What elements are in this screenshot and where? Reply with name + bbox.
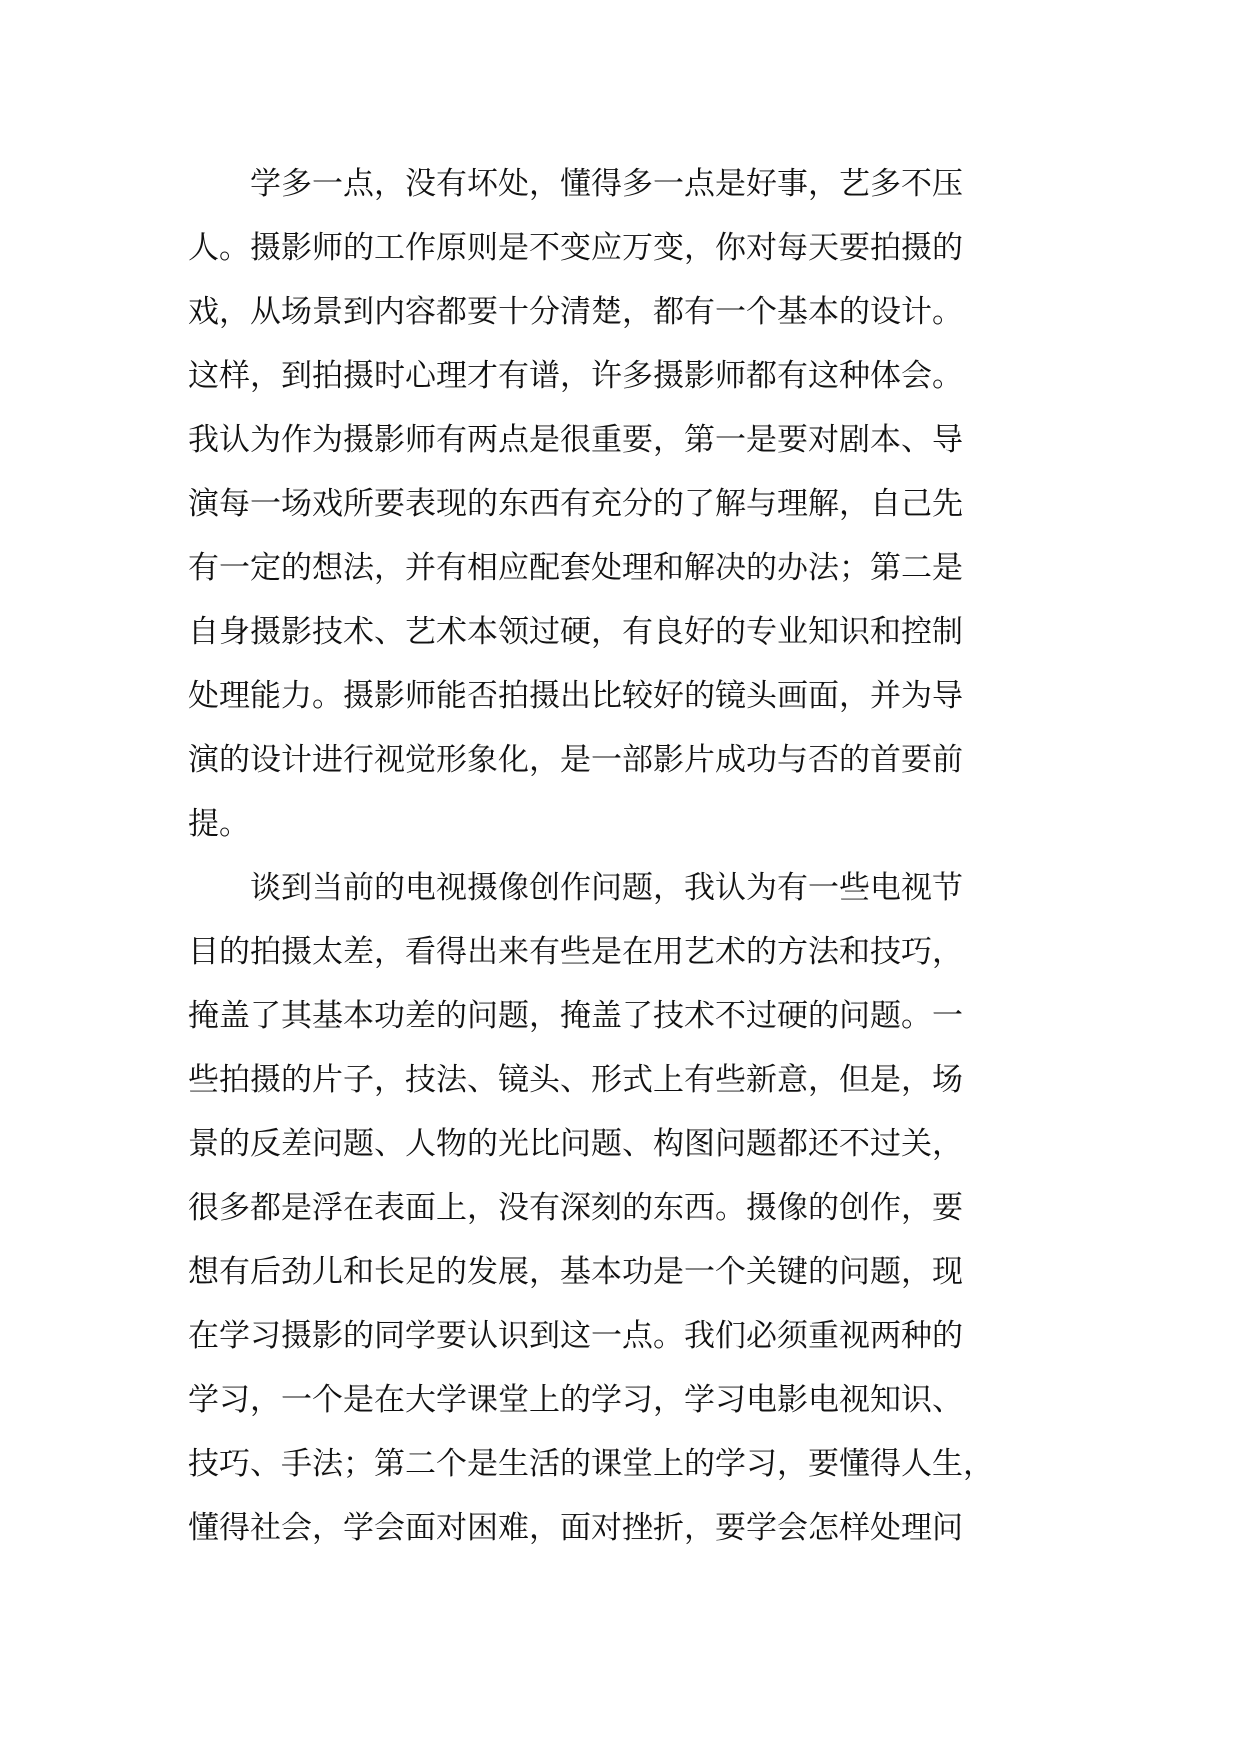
text-line: 技巧、手法；第二个是生活的课堂上的学习，要懂得人生，: [188, 1446, 994, 1482]
text-line: 自身摄影技术、艺术本领过硬，有良好的专业知识和控制: [188, 614, 963, 650]
text-line: 提。: [188, 806, 250, 842]
text-line: 学习，一个是在大学课堂上的学习，学习电影电视知识、: [188, 1382, 963, 1418]
text-line: 谈到当前的电视摄像创作问题，我认为有一些电视节: [250, 870, 963, 906]
paragraph-1: [188, 152, 980, 856]
text-line: 这样，到拍摄时心理才有谱，许多摄影师都有这种体会。: [188, 358, 963, 394]
text-line: 掩盖了其基本功差的问题，掩盖了技术不过硬的问题。一: [188, 998, 963, 1034]
text-line: 人。摄影师的工作原则是不变应万变，你对每天要拍摄的: [188, 230, 963, 266]
text-line: 目的拍摄太差，看得出来有些是在用艺术的方法和技巧，: [188, 934, 963, 970]
text-line: 懂得社会，学会面对困难，面对挫折，要学会怎样处理问: [188, 1510, 963, 1546]
text-line: 有一定的想法，并有相应配套处理和解决的办法；第二是: [188, 550, 963, 586]
text-line: 在学习摄影的同学要认识到这一点。我们必须重视两种的: [188, 1318, 963, 1354]
text-line: 演每一场戏所要表现的东西有充分的了解与理解，自己先: [188, 486, 963, 522]
text-line: 景的反差问题、人物的光比问题、构图问题都还不过关，: [188, 1126, 963, 1162]
body-text: [188, 152, 994, 1560]
text-line: 戏，从场景到内容都要十分清楚，都有一个基本的设计。: [188, 294, 963, 330]
text-line: 些拍摄的片子，技法、镜头、形式上有些新意，但是，场: [188, 1062, 963, 1098]
text-line: 学多一点，没有坏处，懂得多一点是好事，艺多不压: [250, 166, 963, 202]
text-line: 想有后劲儿和长足的发展，基本功是一个关键的问题，现: [188, 1254, 963, 1290]
text-line: 演的设计进行视觉形象化，是一部影片成功与否的首要前: [188, 742, 963, 778]
text-line: 很多都是浮在表面上，没有深刻的东西。摄像的创作，要: [188, 1190, 963, 1226]
text-line: 处理能力。摄影师能否拍摄出比较好的镜头画面，并为导: [188, 678, 963, 714]
paragraph-2: [188, 856, 994, 1560]
text-line: 我认为作为摄影师有两点是很重要，第一是要对剧本、导: [188, 422, 963, 458]
